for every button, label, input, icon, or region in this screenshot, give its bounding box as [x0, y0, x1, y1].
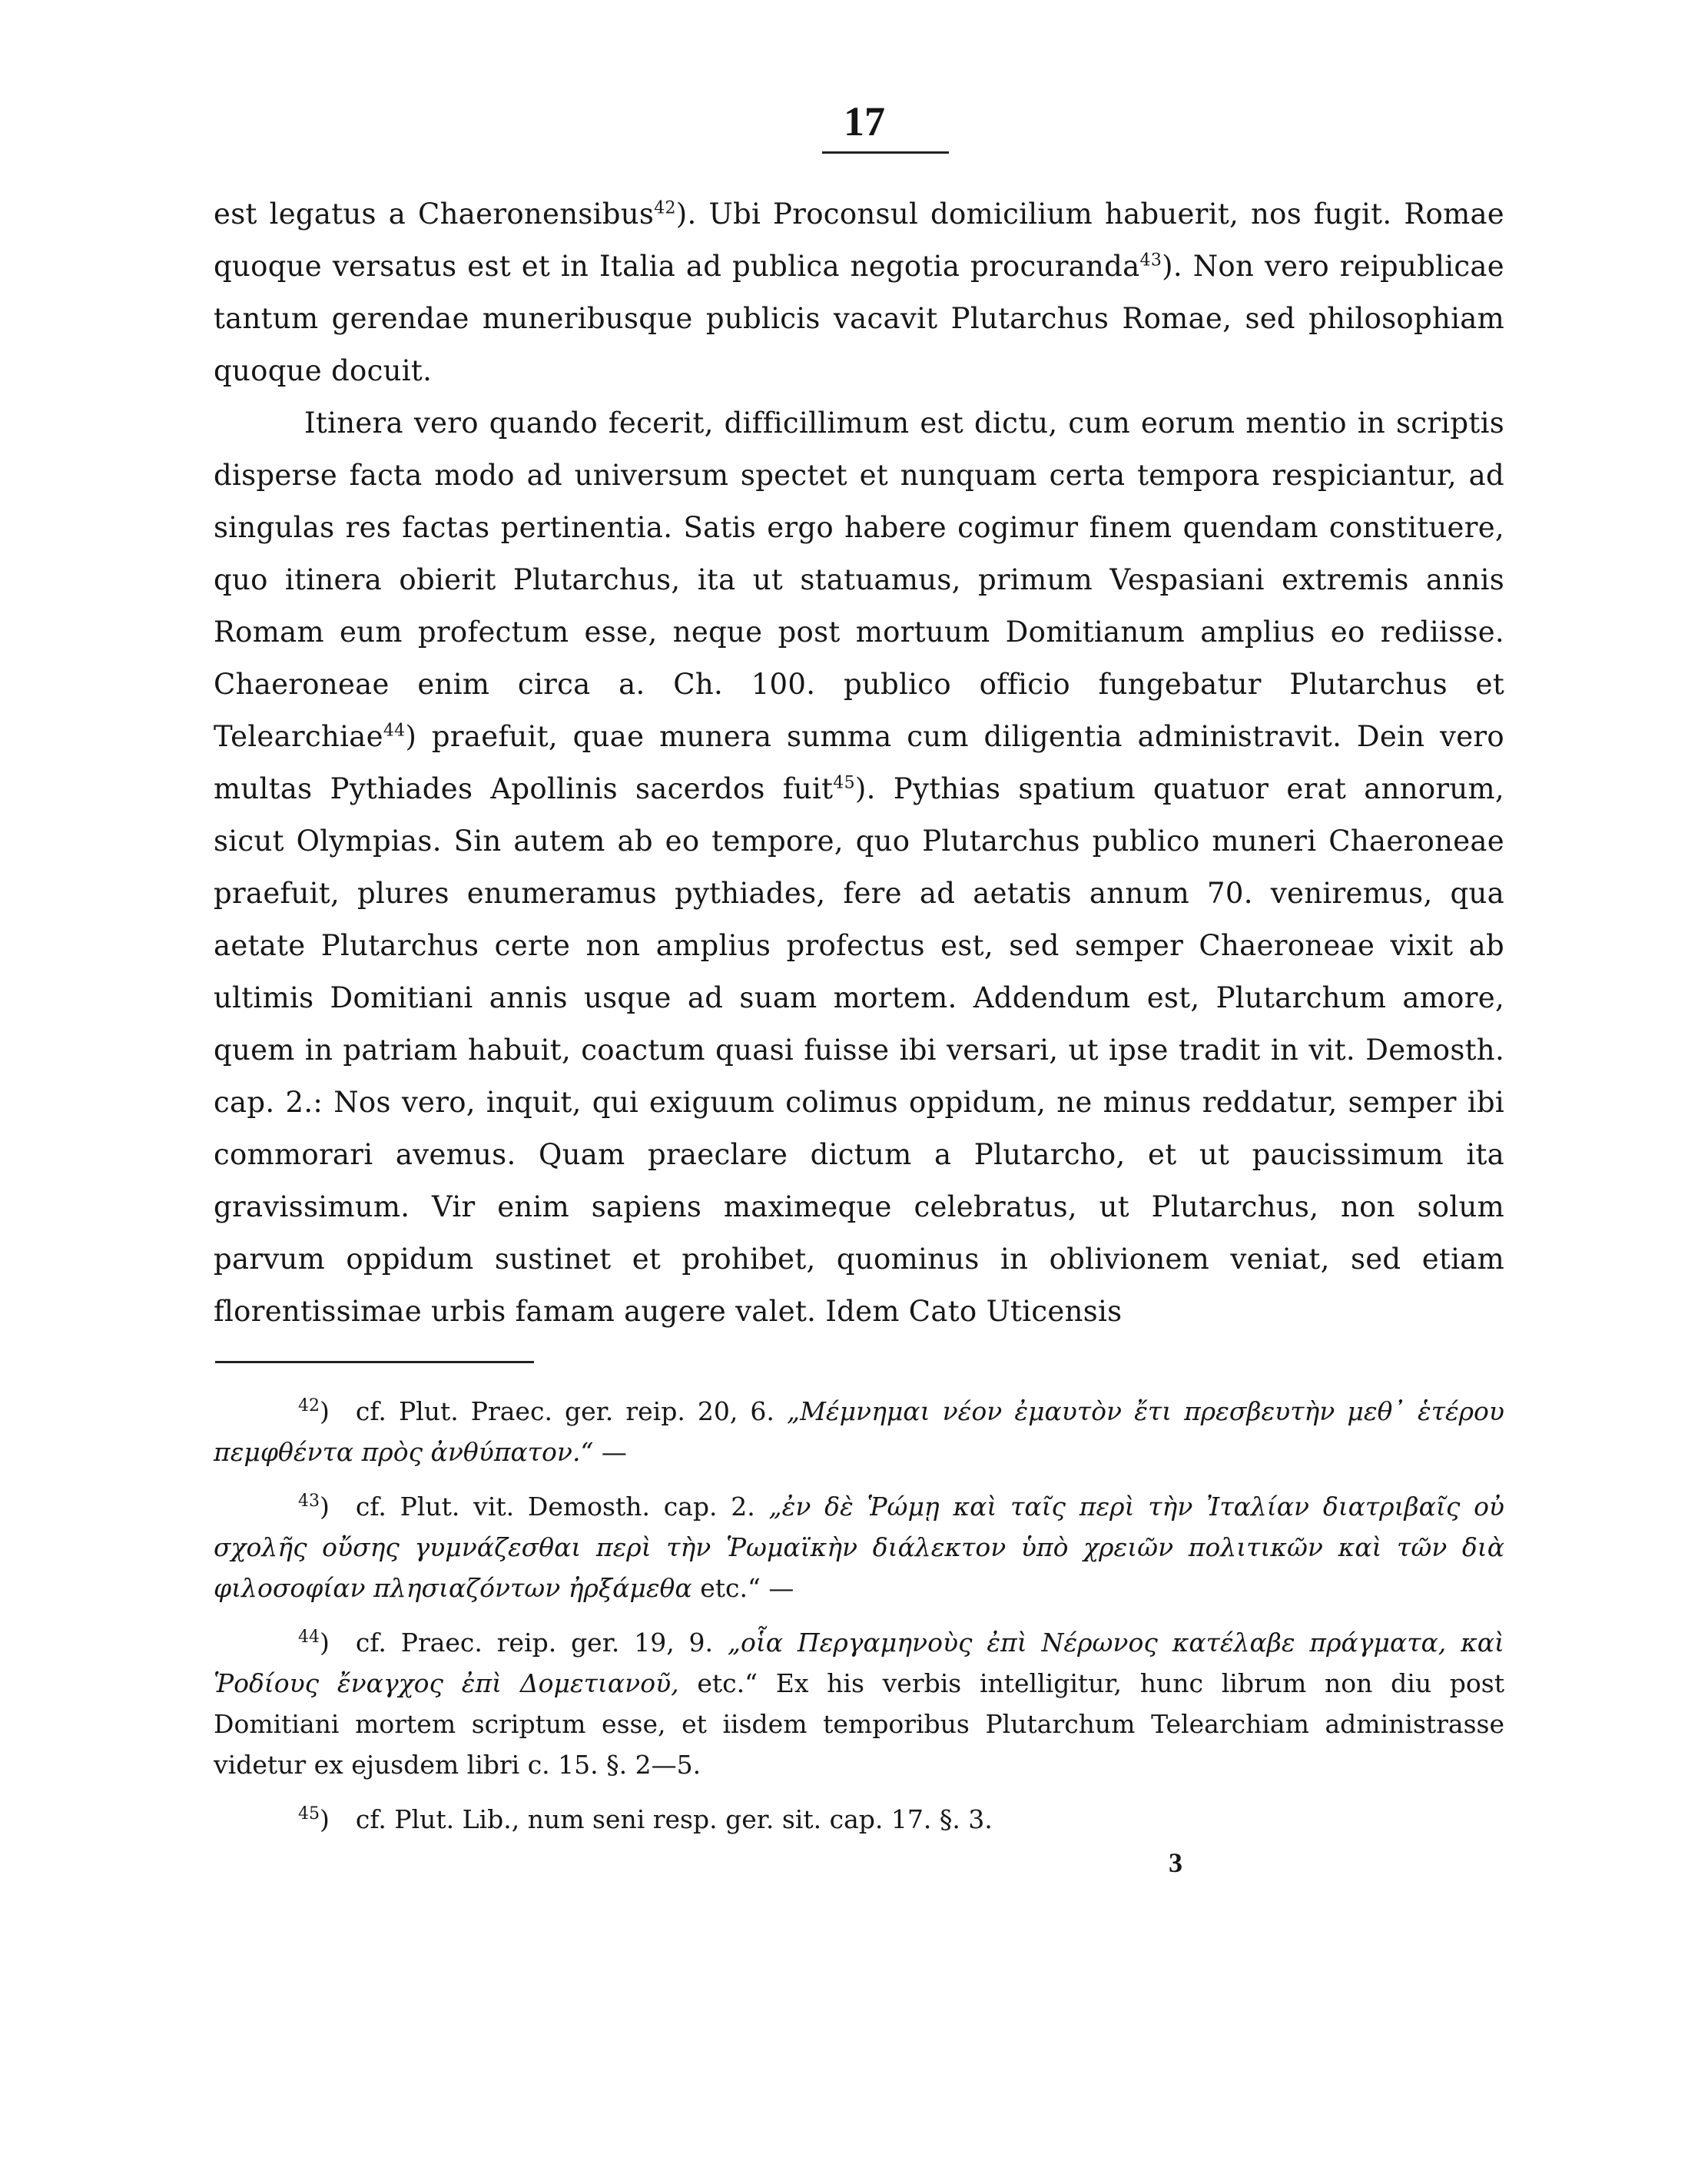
- footnote-number: [214, 1799, 356, 1840]
- text-run: Itinera vero quando fecerit, difficillimum est dictu, cum eorum mentio in scriptis disperse facta modo ad universum spectet et nunquam certa tempora respiciantur, ad singulas res factas pertinentia. Satis ergo habere cogimur finem quendam constituere, quo itinera obierit Plutarchus, ita ut statuamus, primum Vespasiani extremis annis Romam eum profectum esse, neque post mortuum Domitianum amplius eo rediisse. Chaeroneae enim circa a. Ch. 100. publico officio fungebatur Plutarchus et Telearchiae: [214, 407, 1504, 753]
- footnote-number-paren: ): [320, 1492, 330, 1522]
- text-run: etc.“ Ex his verbis intelligitur, hunc librum non diu post Domitiani mortem scriptum esse, et iisdem temporibus Plutarchum Telearchiam administrasse videtur ex ejusdem libri c. 15. §. 2—5.: [214, 1668, 1504, 1780]
- text-run: cf. Praec. reip. ger. 19, 9.: [355, 1628, 728, 1658]
- footnote-42: [214, 1391, 1504, 1472]
- footnote-44: [214, 1622, 1504, 1785]
- signature-mark: 3: [1169, 1847, 1182, 1878]
- footnote-number: [214, 1622, 356, 1663]
- paragraph-itinera: [214, 397, 1504, 1338]
- footnote-reference: 43: [1139, 251, 1162, 270]
- text-run: est legatus a Chaeronensibus: [214, 197, 655, 231]
- text-run: —: [593, 1437, 627, 1467]
- greek-quotation: „ἐν δὲ Ῥώμῃ καὶ ταῖς περὶ τὴν Ἰταλίαν διατριβαῖς οὐ σχολῆς οὔσης γυμνάζεσθαι περὶ τὴν Ῥωμαϊκὴν διάλεκτον ὑπὸ χρειῶν πολιτικῶν καὶ τῶν διὰ φιλοσοφίαν πλησιαζόντων ἠρξάμεθα: [214, 1492, 1504, 1603]
- footnote-number-digits: 44: [298, 1628, 320, 1647]
- text-run: ) praefuit, quae munera summa cum diligentia administravit. Dein vero multas Pythiades Apollinis sacerdos fuit: [214, 720, 1504, 805]
- footnote-number-digits: 43: [298, 1492, 320, 1511]
- text-run: cf. Plut. vit. Demosth. cap. 2.: [355, 1492, 769, 1522]
- text-run: cf. Plut. Praec. ger. reip. 20, 6.: [355, 1396, 787, 1426]
- body-text: [214, 188, 1504, 1338]
- footnote-45: [214, 1799, 1504, 1840]
- footnote-number-paren: ): [320, 1396, 330, 1426]
- paragraph-continuation: [214, 188, 1504, 397]
- text-run: cf. Plut. Lib., num seni resp. ger. sit. cap. 17. §. 3.: [355, 1804, 993, 1834]
- text-run: etc.“ —: [691, 1573, 794, 1603]
- footnote-separator: [215, 1361, 534, 1363]
- footnote-43: [214, 1486, 1504, 1608]
- greek-quotation: „Μέμνημαι νέον ἐμαυτὸν ἔτι πρεσβευτὴν μεθ᾽ ἑτέρου πεμφθέντα πρὸς ἀνθύπατον.“: [214, 1396, 1504, 1467]
- page-number: 17: [844, 98, 885, 144]
- footnotes: [214, 1391, 1504, 1853]
- page-number-rule: [822, 151, 949, 154]
- footnote-number-digits: 45: [298, 1804, 320, 1824]
- footnote-reference: 42: [654, 198, 676, 218]
- text-run: ). Ubi Proconsul domicilium habuerit, nos fugit. Romae quoque versatus est et in Italia ad publica negotia procuranda: [214, 197, 1505, 283]
- greek-quotation: „οἷα Περγαμηνοὺς ἐπὶ Νέρωνος κατέλαβε πράγματα, καὶ Ῥοδίους ἔναγχος ἐπὶ Δομετιανοῦ,: [214, 1628, 1504, 1698]
- footnote-reference: 45: [833, 773, 855, 793]
- footnote-number-digits: 42: [298, 1396, 320, 1415]
- footnote-number: [214, 1486, 356, 1527]
- footnote-number: [214, 1391, 356, 1432]
- text-run: ). Pythias spatium quatuor erat annorum, sicut Olympias. Sin autem ab eo tempore, quo Plutarchus publico muneri Chaeroneae praefuit, plures enumeramus pythiades, fere ad aetatis annum 70. veniremus, qua aetate Plutarchus certe non amplius profectus est, sed semper Chaeroneae vixit ab ultimis Domitiani annis usque ad suam mortem. Addendum est, Plutarchum amore, quem in patriam habuit, coactum quasi fuisse ibi versari, ut ipse tradit in vit. Demosth. cap. 2.: Nos vero, inquit, qui exiguum colimus oppidum, ne minus reddatur, semper ibi commorari avemus. Quam praeclare dictum a Plutarcho, et ut paucissimum ita gravissimum. Vir enim sapiens maximeque celebratus, ut Plutarchus, non solum parvum oppidum sustinet et prohibet, quominus in oblivionem veniat, sed etiam florentissimae urbis famam augere valet. Idem Cato Uticensis: [214, 772, 1504, 1328]
- footnote-number-paren: ): [320, 1804, 330, 1834]
- footnote-reference: 44: [383, 721, 406, 741]
- text-run: ). Non vero reipublicae tantum gerendae muneribusque publicis vacavit Plutarchus Romae, sed philosophiam quoque docuit.: [214, 250, 1504, 387]
- footnote-number-paren: ): [320, 1628, 330, 1658]
